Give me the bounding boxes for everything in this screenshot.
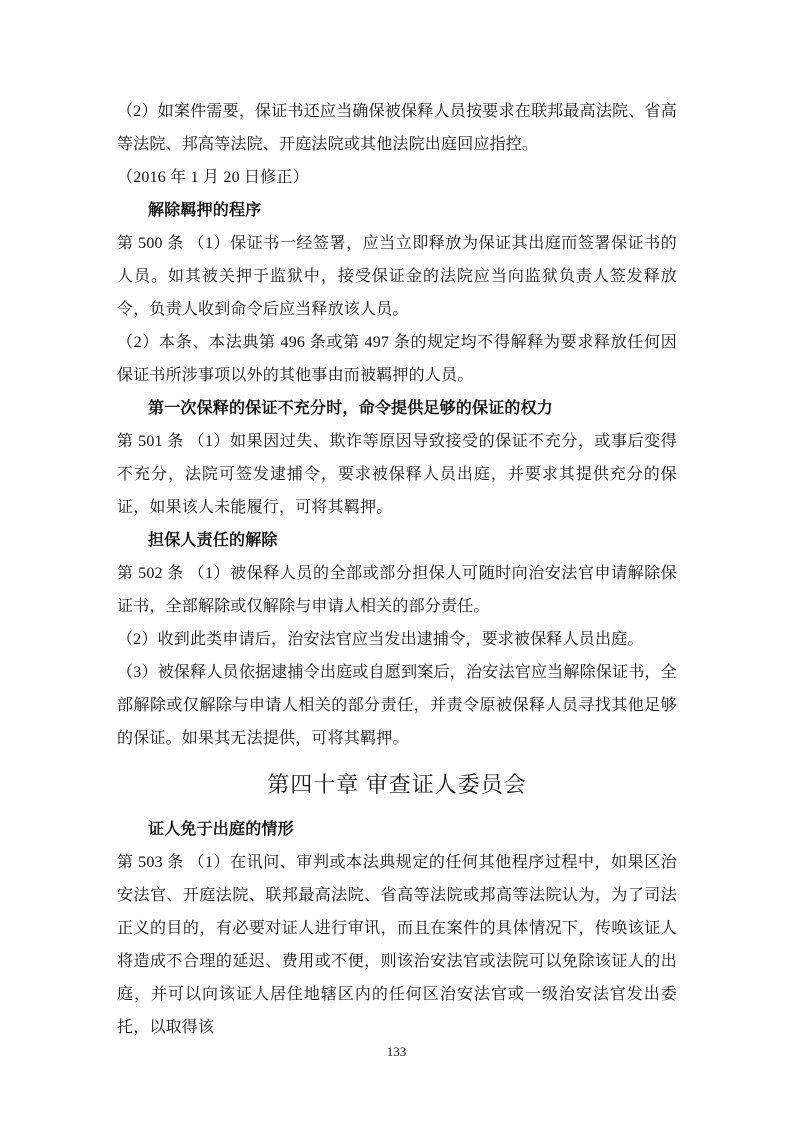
page-number: 133: [386, 1044, 407, 1059]
section-heading: 证人免于出庭的情形: [148, 821, 294, 838]
chapter-title: 第四十章 审查证人委员会: [267, 772, 527, 797]
body-paragraph: 第 500 条 （1）保证书一经签署，应当立即释放为保证其出庭而签署保证书的人员。如其被关押于监狱中，接受保证金的法院应当向监狱负责人签发释放令，负责人收到命令后应当释放该人员。: [117, 235, 677, 318]
body-paragraph: 第 503 条 （1）在讯问、审判或本法典规定的任何其他程序过程中，如果区治安法官、开庭法院、联邦最高法院、省高等法院或邦高等法院认为，为了司法正义的目的，有必要对证人进行审讯，而且在案件的具体情况下，传唤该证人将造成不合理的延迟、费用或不便，则该治安法官或法院可以免除该证人的出庭，并可以向该证人居住地辖区内的任何区治安法官或一级治安法官发出委托，以取得该: [117, 854, 677, 1036]
body-paragraph: 第 502 条 （1）被保释人员的全部或部分担保人可随时向治安法官申请解除保证书，全部解除或仅解除与申请人相关的部分责任。: [117, 565, 677, 615]
body-paragraph: （3）被保释人员依据逮捕令出庭或自愿到案后，治安法官应当解除保证书，全部解除或仅解除与申请人相关的部分责任，并责令原被保释人员寻找其他足够的保证。如果其无法提供，可将其羁押。: [117, 664, 677, 747]
section-heading: 解除羁押的程序: [148, 202, 262, 219]
body-paragraph: （2）本条、本法典第 496 条或第 497 条的规定均不得解释为要求释放任何因保证书所涉事项以外的其他事由而被羁押的人员。: [117, 334, 677, 384]
page-content: [117, 95, 677, 1044]
amendment-note: （2016 年 1 月 20 日修正）: [117, 169, 309, 186]
body-paragraph: （2）如案件需要，保证书还应当确保被保释人员按要求在联邦最高法院、省高等法院、邦高等法院、开庭法院或其他法院出庭回应指控。: [117, 103, 677, 153]
section-heading: 第一次保释的保证不充分时，命令提供足够的保证的权力: [148, 400, 554, 417]
section-heading: 担保人责任的解除: [148, 532, 278, 549]
body-paragraph: （2）收到此类申请后，治安法官应当发出逮捕令，要求被保释人员出庭。: [117, 631, 644, 648]
body-paragraph: 第 501 条 （1）如果因过失、欺诈等原因导致接受的保证不充分，或事后变得不充分，法院可签发逮捕令，要求被保释人员出庭，并要求其提供充分的保证，如果该人未能履行，可将其羁押。: [117, 433, 677, 516]
